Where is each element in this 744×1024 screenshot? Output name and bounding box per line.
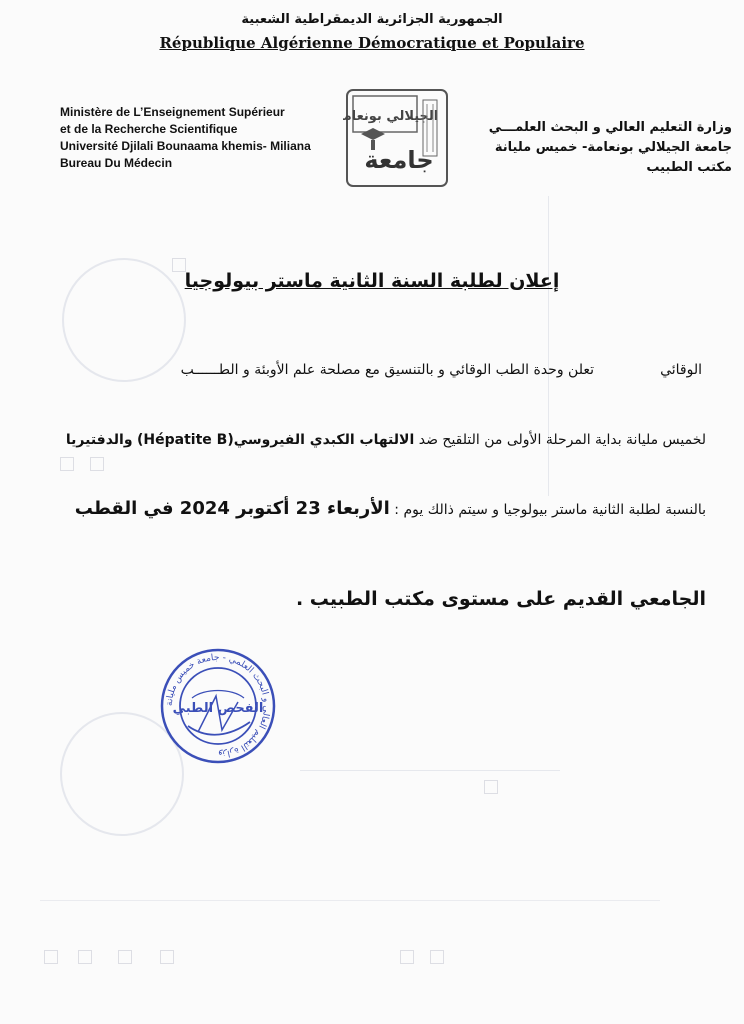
university-logo xyxy=(343,84,455,192)
bleed-checkbox xyxy=(430,950,444,964)
university-line: Université Djilali Bounaama khemis- Miliana xyxy=(60,139,311,153)
body-line-4: الجامعي القديم على مستوى مكتب الطبيب . xyxy=(295,588,706,610)
office-line: Bureau Du Médecin xyxy=(60,156,173,170)
official-stamp-icon xyxy=(158,636,278,776)
institution-block-ar xyxy=(489,118,732,178)
bleed-rule xyxy=(40,900,660,902)
bleed-checkbox xyxy=(90,457,104,471)
body-line-2-disease: الالتهاب الكبدي الفيروسي(Hépatite B) xyxy=(137,432,415,448)
body-line-3-prefix: بالنسبة لطلبة الثانية ماستر بيولوجيا و سيتم ذالك يوم : xyxy=(394,502,706,518)
body-line-3-date: الأربعاء 23 أكتوبر 2024 في القطب xyxy=(74,498,390,519)
arabic-republic-heading: الجمهورية الجزائرية الديمقراطية الشعبية xyxy=(241,12,503,27)
institution-block-fr xyxy=(60,104,311,172)
body-line-1: تعلن وحدة الطب الوقائي و بالتنسيق مع مصلحة علم الأوبئة و الطــــــب xyxy=(180,362,594,378)
ministry-line-ar: وزارة التعليم العالي و البحث العلمـــي xyxy=(488,120,732,135)
university-logo-icon xyxy=(343,84,455,192)
body-line-3 xyxy=(75,498,706,519)
body-line-1-end: الوقائي xyxy=(660,362,702,378)
bleed-rule xyxy=(300,770,560,772)
university-line-ar: جامعة الجيلالي بونعامة- خميس مليانة xyxy=(494,140,732,155)
bleed-checkbox xyxy=(400,950,414,964)
stamp-center-text: الفحص الطبي xyxy=(172,701,264,716)
office-line-ar: مكتب الطبيب xyxy=(646,160,732,175)
bleed-checkbox xyxy=(484,780,498,794)
bleed-checkbox xyxy=(44,950,58,964)
body-line-2-prefix: لخميس مليانة بداية المرحلة الأولى من التلقيح ضد xyxy=(418,432,706,448)
ministry-line: Ministère de L’Enseignement Supérieur xyxy=(60,105,285,119)
body-line-2 xyxy=(66,432,706,448)
stamp-ring-textpath: وزارة التعليم العالي و البحث العلمي - جامعة خميس مليانة xyxy=(164,652,272,760)
bleed-checkbox xyxy=(60,457,74,471)
announcement-title xyxy=(0,270,744,292)
bleed-rule xyxy=(548,196,589,496)
bleed-checkbox xyxy=(160,950,174,964)
bleed-checkbox xyxy=(118,950,132,964)
ministry-line-2: et de la Recherche Scientifique xyxy=(60,122,238,136)
bleed-checkbox xyxy=(78,950,92,964)
body-line-2-suffix: والدفتيريا xyxy=(65,432,133,448)
logo-arabic-text: الجيلالي بونعامة xyxy=(343,109,439,124)
announcement-title-text: إعلان لطلبة السنة الثانية ماستر بيولوجيا xyxy=(184,270,560,292)
logo-seal-word: جامعة xyxy=(364,146,434,174)
official-stamp xyxy=(158,636,278,776)
french-republic-heading: République Algérienne Démocratique et Populaire xyxy=(159,34,585,52)
